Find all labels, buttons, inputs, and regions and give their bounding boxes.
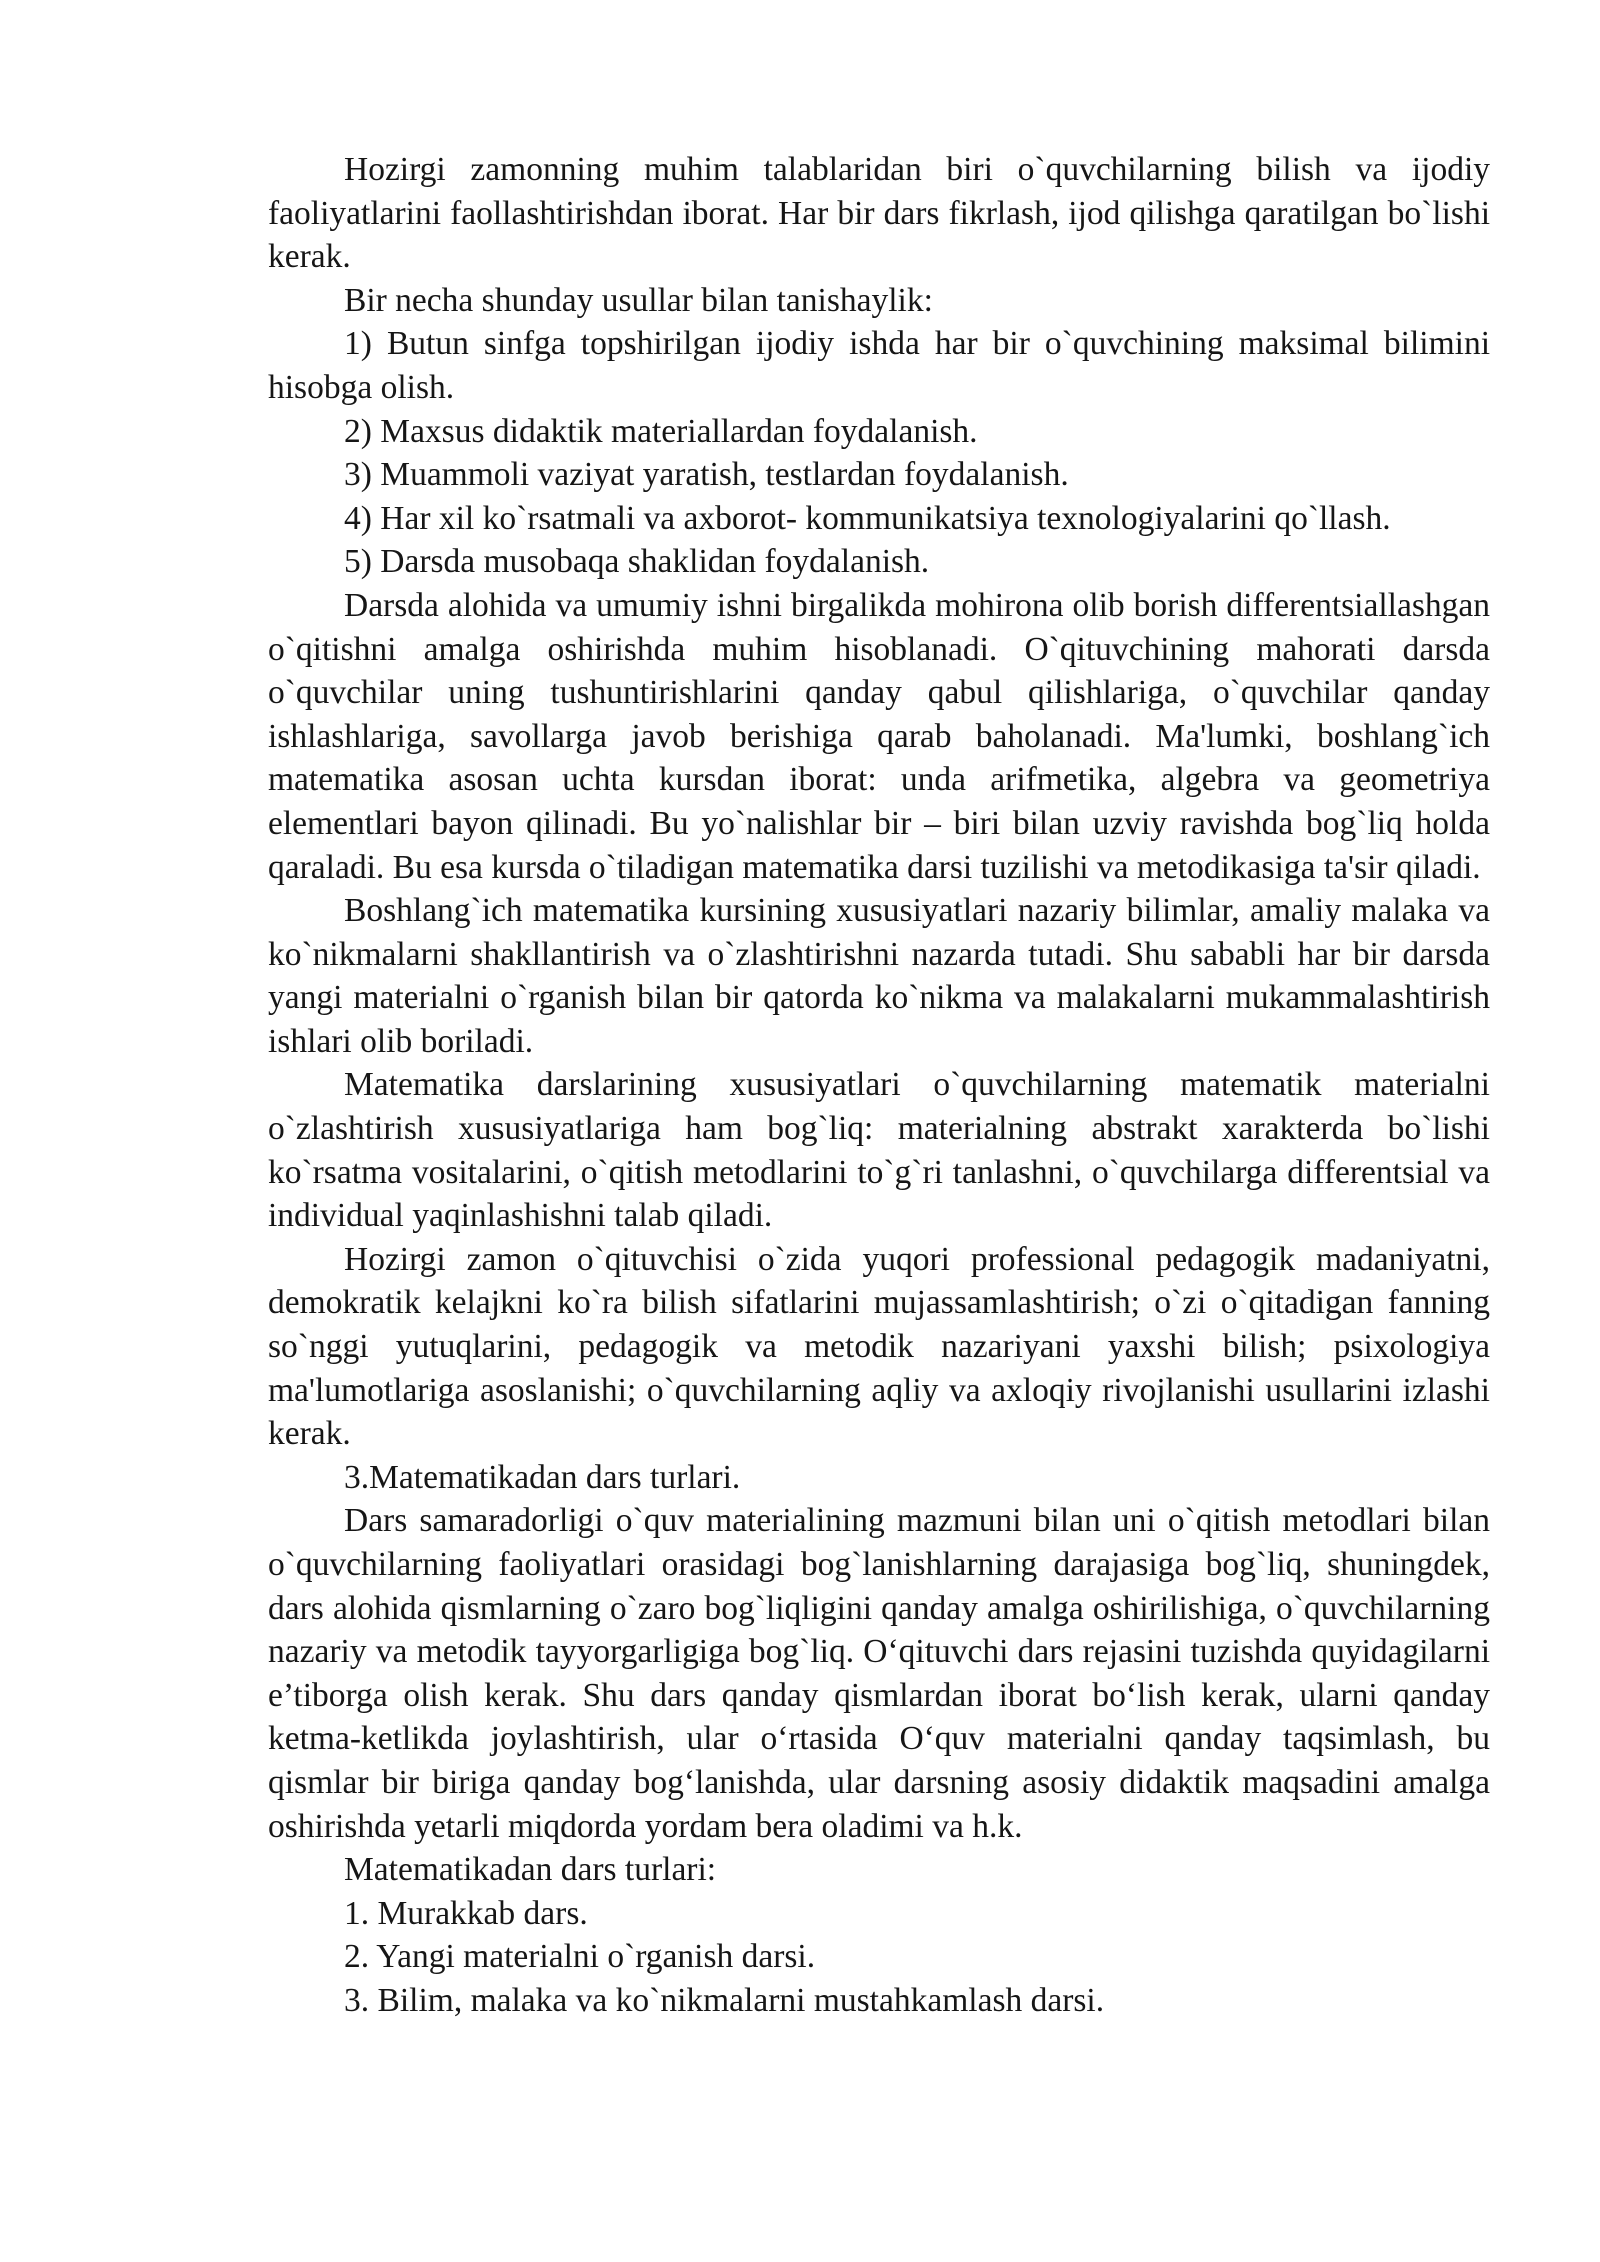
list-item-lesson-type-3: 3. Bilim, malaka va ko`nikmalarni mustahkamlash darsi. bbox=[344, 1981, 1105, 2019]
list-item-lesson-type-2: 2. Yangi materialni o`rganish darsi. bbox=[344, 1938, 816, 1976]
paragraph-methods-intro: Bir necha shunday usullar bilan tanishaylik: bbox=[344, 281, 933, 319]
list-item-method-2: 2) Maxsus didaktik materiallardan foydalanish. bbox=[344, 412, 978, 450]
list-item-method-5: 5) Darsda musobaqa shaklidan foydalanish. bbox=[344, 543, 930, 581]
paragraph-lesson-features: Matematika darslarining xususiyatlari o`quvchilarning matematik materialni o`zlashtirish xususiyatlariga ham bog`liq: materialning abstrakt xarakterda bo`lishi ko`rsatma vositalarini, o`qitish metodlarini to`g`ri tanlashni, o`quvchilarga differentsial va individual yaqinlashishni talab qiladi. bbox=[268, 1066, 1490, 1235]
list-item-lesson-type-1: 1. Murakkab dars. bbox=[344, 1894, 588, 1932]
list-item-method-1: 1) Butun sinfga topshirilgan ijodiy ishda har bir o`quvchining maksimal bilimini hisobga olish. bbox=[268, 325, 1490, 406]
paragraph-intro: Hozirgi zamonning muhim talablaridan biri o`quvchilarning bilish va ijodiy faoliyatlarini faollashtirishdan iborat. Har bir dars fikrlash, ijod qilishga qaratilgan bo`lishi kerak. bbox=[268, 151, 1490, 276]
list-item-method-4: 4) Har xil ko`rsatmali va axborot- kommunikatsiya texnologiyalarini qo`llash. bbox=[344, 499, 1391, 537]
section-heading: 3.Matematikadan dars turlari. bbox=[344, 1458, 741, 1496]
paragraph-modern-teacher: Hozirgi zamon o`qituvchisi o`zida yuqori professional pedagogik madaniyatni, demokratik kelajkni ko`ra bilish sifatlarini mujassamlashtirish; o`zi o`qitadigan fanning so`nggi yutuqlarini, pedagogik va metodik nazariyani yaxshi bilish; psixologiya ma'lumotlariga asoslanishi; o`quvchilarning aqliy va axloqiy rivojlanishi usullarini izlashi kerak. bbox=[268, 1240, 1490, 1453]
paragraph-course-features: Boshlang`ich matematika kursining xususiyatlari nazariy bilimlar, amaliy malaka va ko`nikmalarni shakllantirish va o`zlashtirishni nazarda tutadi. Shu sababli har bir darsda yangi materialni o`rganish bilan bir qatorda ko`nikma va malakalarni mukammalashtirish ishlari olib boriladi. bbox=[268, 892, 1490, 1060]
list-item-method-3: 3) Muammoli vaziyat yaratish, testlardan foydalanish. bbox=[344, 456, 1069, 494]
document-page bbox=[268, 148, 1490, 2023]
lesson-types-heading: Matematikadan dars turlari: bbox=[344, 1851, 717, 1889]
paragraph-lesson-effectiveness: Dars samaradorligi o`quv materialining mazmuni bilan uni o`qitish metodlari bilan o`quvchilarning faoliyatlari orasidagi bog`lanishlarning darajasiga bog`liq, shuningdek, dars alohida qismlarning o`zaro bog`liqligini qanday amalga oshirilishiga, o`quvchilarning nazariy va metodik tayyorgarligiga bog`liq. O‘qituvchi dars rejasini tuzishda quyidagilarni e’tiborga olish kerak. Shu dars qanday qismlardan iborat bo‘lish kerak, ularni qanday ketma-ketlikda joylashtirish, ular o‘rtasida O‘quv materialni qanday taqsimlash, bu qismlar bir biriga qanday bog‘lanishda, ular darsning asosiy didaktik maqsadini amalga oshirishda yetarli miqdorda yordam bera oladimi va h.k. bbox=[268, 1502, 1490, 1845]
paragraph-differentiated-teaching: Darsda alohida va umumiy ishni birgalikda mohirona olib borish differentsiallashgan o`qitishni amalga oshirishda muhim hisoblanadi. O`qituvchining mahorati darsda o`quvchilar uning tushuntirishlarini qanday qabul qilishlariga, o`quvchilar qanday ishlashlariga, savollarga javob berishiga qarab baholanadi. Ma'lumki, boshlang`ich matematika asosan uchta kursdan iborat: unda arifmetika, algebra va geometriya elementlari bayon qilinadi. Bu yo`nalishlar bir – biri bilan uzviy ravishda bog`liq holda qaraladi. Bu esa kursda o`tiladigan matematika darsi tuzilishi va metodikasiga ta'sir qiladi. bbox=[268, 586, 1490, 886]
